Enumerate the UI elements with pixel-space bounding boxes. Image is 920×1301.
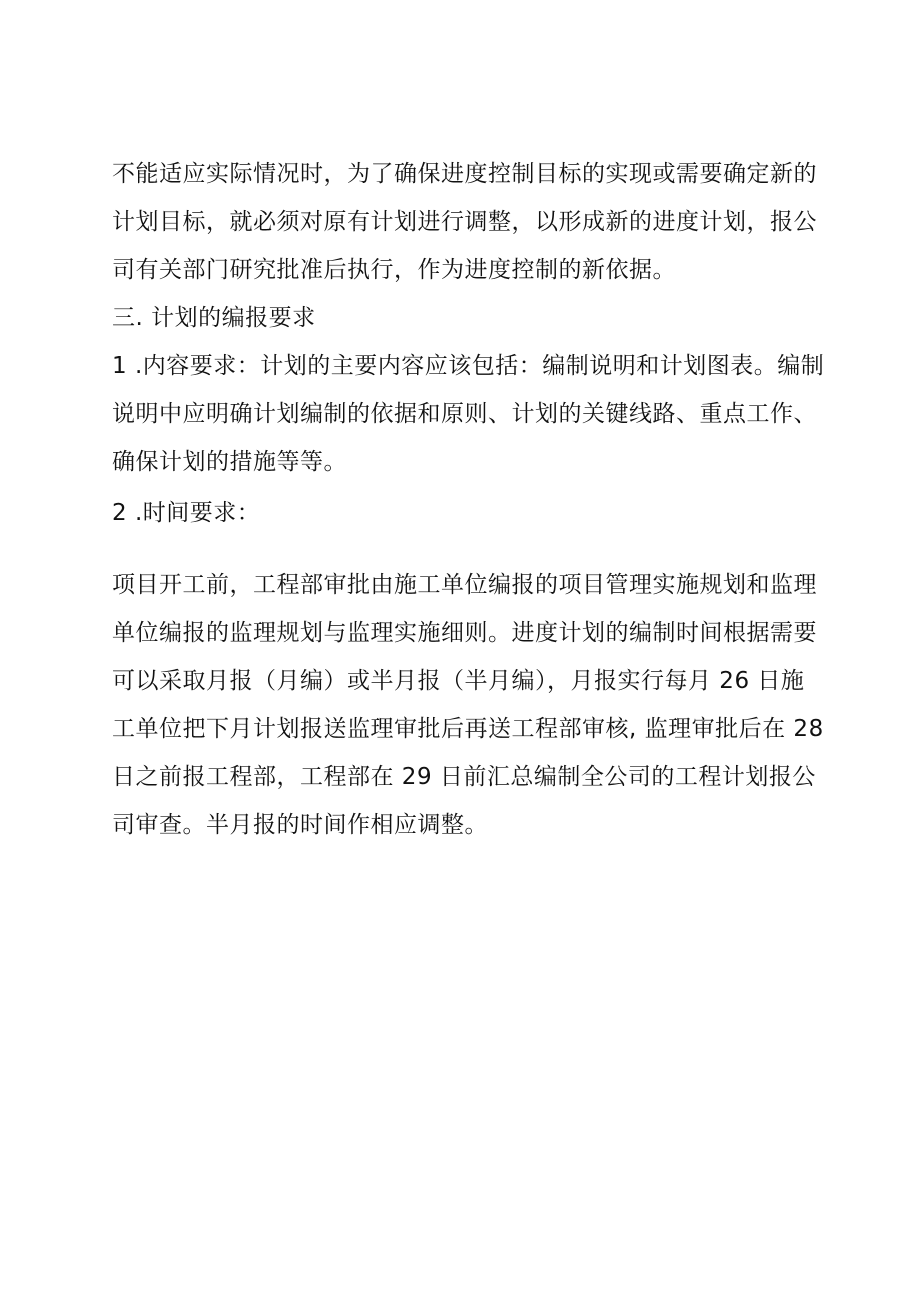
- section-heading: 三. 计划的编报要求: [112, 305, 316, 331]
- text-line: 计划目标，就必须对原有计划进行调整，以形成新的进度计划，报公: [112, 209, 817, 235]
- item-content-requirements: [112, 342, 825, 486]
- document-body: [112, 150, 825, 849]
- text-line: 确保计划的措施等等。: [112, 449, 347, 475]
- text-line: 项目开工前，工程部审批由施工单位编报的项目管理实施规划和监理: [112, 572, 817, 598]
- text-line: 工单位把下月计划报送监理审批后再送工程部审核, 监理审批后在 28: [112, 716, 824, 742]
- text-line: 可以采取月报（月编）或半月报（半月编），月报实行每月 26 日施: [112, 668, 805, 694]
- item-heading-time-requirements: 2 .时间要求：: [112, 500, 261, 526]
- text-line: 1 .内容要求：计划的主要内容应该包括：编制说明和计划图表。编制: [112, 353, 825, 379]
- paragraph-time-requirements: [112, 561, 824, 849]
- paragraph-progress-adjustment: [112, 150, 817, 294]
- text-line: 司有关部门研究批准后执行，作为进度控制的新依据。: [112, 257, 676, 283]
- text-line: 单位编报的监理规划与监理实施细则。进度计划的编制时间根据需要: [112, 620, 817, 646]
- text-line: 司审查。半月报的时间作相应调整。: [112, 812, 488, 838]
- text-line: 日之前报工程部，工程部在 29 日前汇总编制全公司的工程计划报公: [112, 764, 816, 790]
- spacer: [112, 537, 812, 561]
- text-line: 说明中应明确计划编制的依据和原则、计划的关键线路、重点工作、: [112, 401, 817, 427]
- text-line: 不能适应实际情况时，为了确保进度控制目标的实现或需要确定新的: [112, 161, 817, 187]
